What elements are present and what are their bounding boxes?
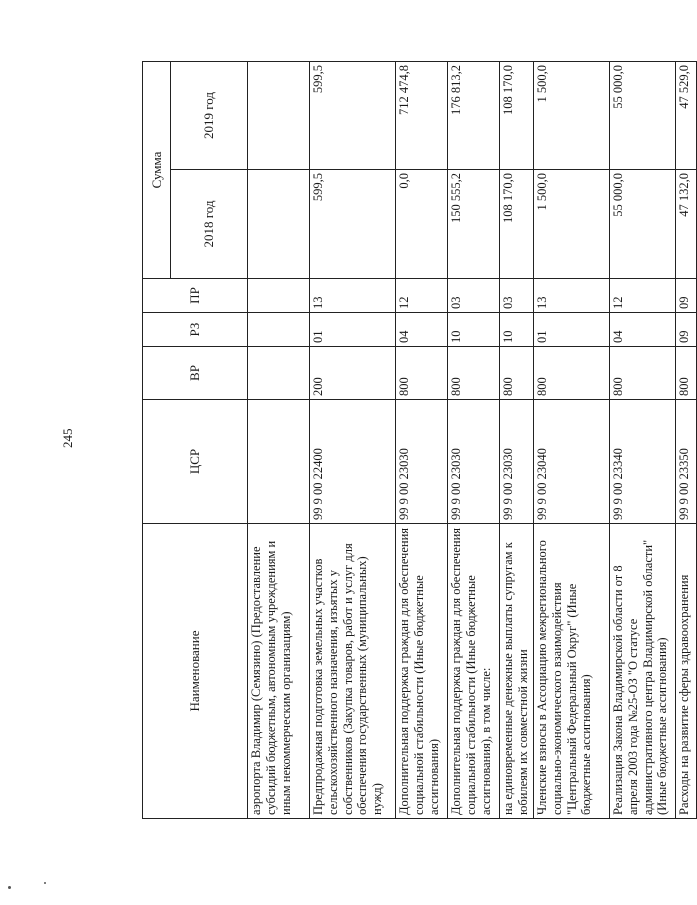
row-name: на единовременные денежные выплаты супругам к юбилеям их совместной жизни: [500, 524, 534, 819]
row-sum-2018: 47 132,0: [676, 170, 697, 279]
row-sum-2018: 1 500,0: [534, 170, 610, 279]
header-csr: ЦСР: [143, 400, 248, 524]
budget-table: [142, 61, 697, 819]
row-name: Дополнительная поддержка граждан для обеспечения социальной стабильности (Иные бюджетные ассигнования), в том числе:: [448, 524, 500, 819]
row-csr: 99 9 00 23350: [676, 400, 697, 524]
row-vr: 800: [676, 347, 697, 400]
row-csr: 99 9 00 23030: [448, 400, 500, 524]
header-sum: Сумма: [143, 62, 171, 279]
row-name: Членские взносы в Ассоциацию межрегионального социально-экономического взаимодействия "Центральный Федеральный Округ" (Иные бюджетные ассигнования): [534, 524, 610, 819]
row-sum-2019: 176 813,2: [448, 62, 500, 170]
row-csr: 99 9 00 22400: [310, 400, 396, 524]
row-vr: 800: [448, 347, 500, 400]
row-csr: 99 9 00 23030: [500, 400, 534, 524]
table-row: [248, 62, 310, 819]
row-vr: 800: [610, 347, 676, 400]
row-csr: 99 9 00 23040: [534, 400, 610, 524]
page-number: 245: [60, 428, 75, 448]
row-csr: [248, 400, 310, 524]
row-vr: [248, 347, 310, 400]
table-row: [534, 62, 610, 819]
budget-table-rotated: [142, 62, 691, 819]
row-rz: 10: [500, 313, 534, 347]
row-name: Дополнительная поддержка граждан для обеспечения социальной стабильности (Иные бюджетные ассигнования): [396, 524, 448, 819]
row-sum-2018: 108 170,0: [500, 170, 534, 279]
header-year-2018: 2018 год: [171, 170, 248, 279]
row-rz: 04: [610, 313, 676, 347]
row-sum-2018: 150 555,2: [448, 170, 500, 279]
row-sum-2019: 47 529,0: [676, 62, 697, 170]
scan-speck: [44, 882, 46, 884]
row-sum-2019: 108 170,0: [500, 62, 534, 170]
row-sum-2018: 0,0: [396, 170, 448, 279]
row-name: аэропорта Владимир (Семязино) (Предоставление субсидий бюджетным, автономным учреждениям и иным некоммерческим организациям): [248, 524, 310, 819]
header-rz: РЗ: [143, 313, 248, 347]
row-rz: 09: [676, 313, 697, 347]
table-row: [610, 62, 676, 819]
header-year-2019: 2019 год: [171, 62, 248, 170]
table-row: [500, 62, 534, 819]
row-rz: 10: [448, 313, 500, 347]
row-pr: 03: [448, 279, 500, 313]
row-sum-2019: 55 000,0: [610, 62, 676, 170]
table-row: [676, 62, 697, 819]
row-vr: 200: [310, 347, 396, 400]
row-sum-2019: 1 500,0: [534, 62, 610, 170]
scan-speck: [8, 886, 11, 889]
table-row: [310, 62, 396, 819]
row-pr: 12: [610, 279, 676, 313]
header-row-top: [143, 62, 171, 819]
header-name: Наименование: [143, 524, 248, 819]
row-pr: 03: [500, 279, 534, 313]
row-vr: 800: [534, 347, 610, 400]
row-sum-2018: 599,5: [310, 170, 396, 279]
row-rz: 04: [396, 313, 448, 347]
row-sum-2019: 712 474,8: [396, 62, 448, 170]
row-name: Расходы на развитие сферы здравоохранения: [676, 524, 697, 819]
row-rz: 01: [310, 313, 396, 347]
row-vr: 800: [396, 347, 448, 400]
row-sum-2019: [248, 62, 310, 170]
row-pr: 13: [310, 279, 396, 313]
row-pr: 12: [396, 279, 448, 313]
row-csr: 99 9 00 23340: [610, 400, 676, 524]
row-rz: 01: [534, 313, 610, 347]
row-sum-2018: [248, 170, 310, 279]
row-pr: [248, 279, 310, 313]
row-rz: [248, 313, 310, 347]
row-name: Реализация Закона Владимирской области от 8 апреля 2003 года №25-ОЗ "О статусе административного центра Владимирской области" (Иные бюджетные ассигнования): [610, 524, 676, 819]
row-vr: 800: [500, 347, 534, 400]
row-sum-2018: 55 000,0: [610, 170, 676, 279]
row-pr: 09: [676, 279, 697, 313]
row-csr: 99 9 00 23030: [396, 400, 448, 524]
table-row: [448, 62, 500, 819]
row-pr: 13: [534, 279, 610, 313]
header-vr: ВР: [143, 347, 248, 400]
row-name: Предпродажная подготовка земельных участков сельскохозяйственного назначения, изъятых у собственников (Закупка товаров, работ и услуг для обеспечения государственных (муниципальных) нужд): [310, 524, 396, 819]
row-sum-2019: 599,5: [310, 62, 396, 170]
header-pr: ПР: [143, 279, 248, 313]
table-row: [396, 62, 448, 819]
